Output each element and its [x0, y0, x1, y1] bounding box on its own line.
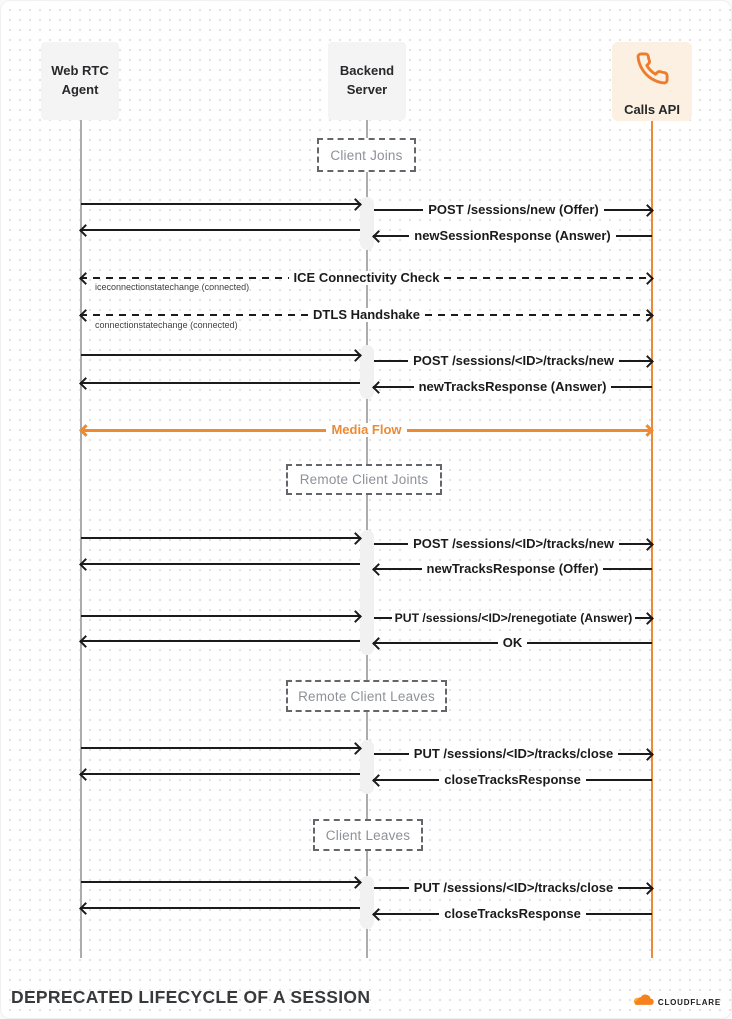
message-label: POST /sessions/<ID>/tracks/new [408, 537, 619, 551]
message-arrow-response-left [81, 901, 360, 915]
section-client-joins-label: Client Joins [330, 147, 403, 163]
activation-bar [360, 530, 374, 655]
arrowhead-right-icon [641, 355, 654, 368]
message-label: PUT /sessions/<ID>/tracks/close [409, 747, 618, 761]
arrow-line [527, 642, 652, 644]
message-label: DTLS Handshake [308, 308, 425, 322]
message-arrow-put-tracks-close [374, 747, 652, 761]
message-arrow-post-tracks-new [374, 354, 652, 368]
actor-webrtc-agent [41, 42, 119, 120]
arrowhead-left-icon [79, 424, 92, 437]
section-remote-client-leaves-label: Remote Client Leaves [298, 688, 435, 704]
arrowhead-left-icon [372, 774, 385, 787]
arrowhead-right-icon [641, 538, 654, 551]
arrow-line [374, 209, 423, 211]
arrowhead-right-icon [349, 610, 362, 623]
arrowhead-left-icon [79, 768, 92, 781]
event-note-dtls: connectionstatechange (connected) [95, 320, 238, 330]
arrowhead-right-icon [641, 882, 654, 895]
message-label: POST /sessions/<ID>/tracks/new [408, 354, 619, 368]
message-label: closeTracksResponse [439, 907, 586, 921]
arrow-line [80, 563, 360, 565]
message-arrow-close-tracks-response [374, 773, 652, 787]
arrowhead-left-icon [372, 563, 385, 576]
arrowhead-right-icon [349, 876, 362, 889]
arrow-line [80, 773, 360, 775]
arrow-line [81, 615, 361, 617]
arrowhead-left-icon [372, 908, 385, 921]
arrowhead-left-icon [79, 272, 92, 285]
actor-calls-api [612, 42, 692, 121]
arrowhead-right-icon [349, 198, 362, 211]
arrow-line [603, 568, 652, 570]
message-label: newTracksResponse (Answer) [414, 380, 612, 394]
cloudflare-cloud-icon [632, 993, 655, 1011]
arrow-line [444, 277, 653, 279]
arrow-line [374, 617, 392, 619]
message-arrow-new-tracks-response-offer [374, 562, 652, 576]
arrowhead-left-icon [79, 377, 92, 390]
message-arrow-post-sessions-new [374, 203, 652, 217]
arrow-line [80, 640, 360, 642]
message-label: PUT /sessions/<ID>/tracks/close [409, 881, 618, 895]
section-client-leaves-label: Client Leaves [325, 827, 411, 843]
arrowhead-right-icon [349, 532, 362, 545]
arrow-line [80, 429, 326, 432]
arrow-line [81, 537, 361, 539]
message-arrow-post-tracks-new [374, 537, 652, 551]
message-arrow-put-renegotiate [374, 611, 652, 625]
arrowhead-left-icon [372, 230, 385, 243]
arrow-line [80, 277, 289, 279]
arrow-line [586, 913, 652, 915]
arrowhead-right-icon [641, 204, 654, 217]
diagram-title: DEPRECATED LIFECYCLE OF A SESSION [11, 987, 371, 1007]
section-client-leaves [313, 819, 423, 851]
message-arrow-put-tracks-close [374, 881, 652, 895]
arrow-line [586, 779, 652, 781]
arrow-line [374, 543, 408, 545]
message-label: POST /sessions/new (Offer) [423, 203, 604, 217]
arrow-line [81, 747, 361, 749]
event-note-ice: iceconnectionstatechange (connected) [95, 282, 250, 292]
arrow-line [407, 429, 653, 432]
message-arrow-request-left [81, 609, 360, 623]
arrow-line [81, 354, 361, 356]
message-arrow-request-left [81, 348, 360, 362]
message-arrow-response-left [81, 223, 360, 237]
arrowhead-left-icon [79, 635, 92, 648]
message-arrow-request-left [81, 741, 360, 755]
activation-bar [360, 345, 374, 399]
message-arrow-new-session-response [374, 229, 652, 243]
actor-webrtc-agent-label: Web RTC Agent [51, 63, 109, 97]
arrowhead-right-icon [349, 742, 362, 755]
message-label: Media Flow [326, 423, 406, 437]
arrowhead-left-icon [372, 637, 385, 650]
arrowhead-right-icon [641, 272, 654, 285]
message-arrow-response-left [81, 634, 360, 648]
arrowhead-left-icon [79, 224, 92, 237]
arrow-line [374, 753, 409, 755]
message-arrow-response-left [81, 557, 360, 571]
message-arrow-media-flow [81, 423, 652, 437]
message-label: ICE Connectivity Check [289, 271, 445, 285]
activation-bar [360, 876, 374, 929]
message-arrow-response-left [81, 767, 360, 781]
arrow-line [611, 386, 652, 388]
arrow-line [373, 642, 498, 644]
arrowhead-right-icon [349, 349, 362, 362]
message-arrow-request-left [81, 197, 360, 211]
message-label: closeTracksResponse [439, 773, 586, 787]
arrowhead-right-icon [641, 309, 654, 322]
arrow-line [81, 881, 361, 883]
message-label: newTracksResponse (Offer) [422, 562, 604, 576]
actor-backend-server-label: Backend Server [339, 63, 395, 97]
message-arrow-response-left [81, 376, 360, 390]
message-arrow-request-left [81, 875, 360, 889]
phone-icon [635, 51, 670, 92]
arrowhead-right-icon [641, 424, 654, 437]
message-label: newSessionResponse (Answer) [409, 229, 616, 243]
arrow-line [80, 314, 308, 316]
arrowhead-left-icon [79, 558, 92, 571]
actor-backend-server [328, 42, 406, 120]
brand-logo [632, 993, 721, 1011]
message-arrow-new-tracks-response-answer [374, 380, 652, 394]
message-arrow-ok [374, 636, 652, 650]
arrow-line [374, 887, 409, 889]
section-remote-client-joins-label: Remote Client Joints [299, 472, 429, 487]
actor-calls-api-label: Calls API [624, 101, 680, 117]
message-label: OK [498, 636, 528, 650]
activation-bar [360, 197, 374, 250]
message-arrow-close-tracks-response [374, 907, 652, 921]
arrowhead-right-icon [641, 748, 654, 761]
brand-name: CLOUDFLARE [657, 997, 721, 1007]
arrow-line [425, 314, 653, 316]
arrowhead-left-icon [372, 381, 385, 394]
section-client-joins [317, 138, 416, 172]
arrow-line [80, 907, 360, 909]
arrow-line [374, 360, 408, 362]
arrow-line [81, 203, 361, 205]
section-remote-client-joins [286, 464, 442, 495]
arrowhead-right-icon [641, 612, 654, 625]
section-remote-client-leaves [286, 680, 447, 712]
arrow-line [80, 229, 360, 231]
arrowhead-left-icon [79, 902, 92, 915]
message-label: PUT /sessions/<ID>/renegotiate (Answer) [392, 611, 636, 625]
arrowhead-left-icon [79, 309, 92, 322]
message-arrow-request-left [81, 531, 360, 545]
arrow-line [616, 235, 652, 237]
arrow-line [80, 382, 360, 384]
